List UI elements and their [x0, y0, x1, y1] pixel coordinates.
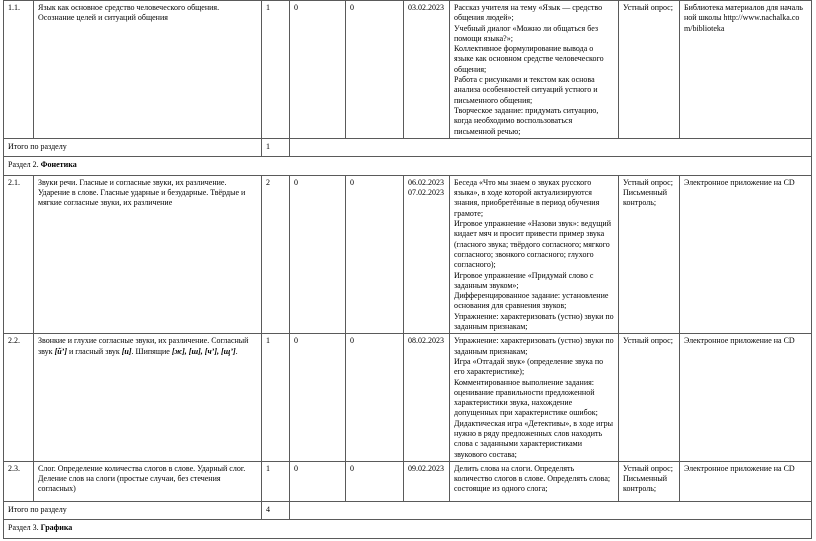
resources-cell: Библиотека материалов для начальной школы http://www.nachalka.com/biblioteka — [680, 1, 812, 139]
table-row — [4, 461, 812, 501]
hours-cell: 1 — [262, 334, 290, 462]
topic-cell: Слог. Определение количества слогов в слове. Ударный слог. Деление слов на слоги (простые случаи, без стечения согласных) — [34, 461, 262, 501]
activity-item: Дидактическая игра «Детективы», в ходе игры нужно в ряду предложенных слов находить слова с заданными характеристиками звукового состава; — [454, 418, 614, 459]
practice-cell: 0 — [346, 334, 404, 462]
topic-cell: Звонкие и глухие согласные звуки, их различение. Согласный звук [й’] и гласный звук [и]. Шипящие [ж], [ш], [ч’], [щ’]. — [34, 334, 262, 462]
activities-cell — [450, 334, 619, 462]
assessment-cell: Устный опрос; Письменный контроль; — [619, 175, 680, 333]
assessment-cell: Устный опрос; — [619, 1, 680, 139]
activities-cell — [450, 461, 619, 501]
activity-item: Творческое задание: придумать ситуацию, когда необходимо воспользоваться письменной речью; — [454, 105, 599, 136]
total-value: 1 — [262, 138, 290, 156]
assessment-cell: Устный опрос; — [619, 334, 680, 462]
activity-item: Упражнение: характеризовать (устно) звуки по заданным признакам; — [454, 336, 614, 356]
section-header-row — [4, 156, 812, 175]
hours-cell: 1 — [262, 461, 290, 501]
activity-item: Дифференцированное задание: установление основания для сравнения звуков; — [454, 291, 609, 311]
activity-item: Коллективное формулирование вывода о языке как основном средстве человеческого общения; — [454, 44, 604, 74]
activity-item: Рассказ учителя на тему «Язык — средство общения людей»; — [454, 3, 603, 23]
hours-cell: 1 — [262, 1, 290, 139]
total-label: Итого по разделу — [4, 501, 262, 519]
date-cell: 06.02.2023 07.02.2023 — [404, 175, 450, 333]
row-number: 1.1. — [4, 1, 34, 139]
practice-cell: 0 — [346, 461, 404, 501]
activity-item: Беседа «Что мы знаем о звуках русского языка», в ходе которой актуализируются знания, приобретённые в период обучения грамоте; — [454, 177, 600, 218]
activity-item: Упражнение: характеризовать (устно) звуки по заданным признакам; — [454, 311, 614, 332]
control-cell: 0 — [290, 461, 346, 501]
date-cell: 08.02.2023 — [404, 334, 450, 462]
total-value: 4 — [262, 501, 290, 519]
resources-cell: Электронное приложение на CD — [680, 175, 812, 333]
resources-cell: Электронное приложение на CD — [680, 461, 812, 501]
date-cell: 09.02.2023 — [404, 461, 450, 501]
section-total-row — [4, 501, 812, 519]
resources-cell: Электронное приложение на CD — [680, 334, 812, 462]
activity-item: Игровое упражнение «Придумай слово с заданным звуком»; — [454, 270, 594, 290]
activity-item: состоящие из одного слога; — [454, 484, 548, 494]
table-row — [4, 1, 812, 139]
control-cell: 0 — [290, 175, 346, 333]
row-number: 2.3. — [4, 461, 34, 501]
row-number: 2.2. — [4, 334, 34, 462]
section-title: Раздел 2. Фонетика — [4, 156, 812, 175]
activity-item: Игра «Отгадай звук» (определение звука по его характеристике); — [454, 356, 604, 377]
section-title: Раздел 3. Графика — [4, 519, 812, 538]
topic-cell: Звуки речи. Гласные и согласные звуки, их различение. Ударение в слове. Гласные ударные и безударные. Твёрдые и мягкие согласные звуки, их различение — [34, 175, 262, 333]
control-cell: 0 — [290, 1, 346, 139]
activity-item: Делить слова на слоги. Определять количество слогов в слове. Определять слова; — [454, 463, 611, 484]
activity-item: Комментированное выполнение задания: оценивание правильности предложенной характеристики звука, нахождение допущенных при характеристике ошибок; — [454, 377, 598, 418]
activity-item: Учебный диалог «Можно ли общаться без помощи языка?»; — [454, 23, 599, 43]
control-cell: 0 — [290, 334, 346, 462]
row-number: 2.1. — [4, 175, 34, 333]
activity-item: Работа с рисунками и текстом как основа анализа особенностей ситуаций устного и письменного общения; — [454, 75, 598, 105]
activity-item: Игровое упражнение «Назови звук»: ведущий кидает мяч и просит привести пример звука (гласного звука; твёрдого согласного; мягкого согласного; звонкого согласного; глухого согласного); — [454, 219, 611, 270]
practice-cell: 0 — [346, 175, 404, 333]
total-label: Итого по разделу — [4, 138, 262, 156]
hours-cell: 2 — [262, 175, 290, 333]
section-total-row — [4, 138, 812, 156]
date-cell: 03.02.2023 — [404, 1, 450, 139]
activities-cell — [450, 1, 619, 139]
practice-cell: 0 — [346, 1, 404, 139]
curriculum-table — [3, 0, 812, 539]
topic-cell: Язык как основное средство человеческого общения. Осознание целей и ситуаций общения — [34, 1, 262, 139]
assessment-cell: Устный опрос; Письменный контроль; — [619, 461, 680, 501]
table-row — [4, 175, 812, 333]
table-row — [4, 334, 812, 462]
activities-cell — [450, 175, 619, 333]
section-header-row — [4, 519, 812, 538]
